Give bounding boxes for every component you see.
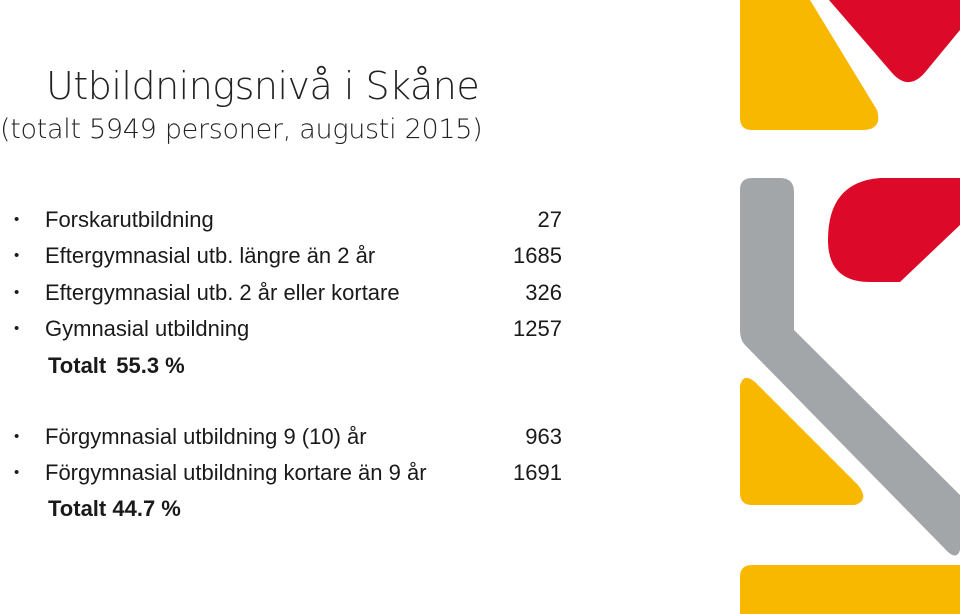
total-row — [48, 351, 185, 381]
total-value: 55.3 % — [116, 353, 185, 378]
total-row — [48, 494, 181, 524]
bullet-icon: • — [14, 247, 20, 264]
list-item — [14, 205, 562, 235]
item-value: 27 — [537, 207, 562, 232]
total-label: Totalt — [48, 496, 107, 521]
brand-logo-graphic — [730, 0, 960, 614]
bullet-icon: • — [14, 284, 20, 301]
item-value: 1691 — [513, 460, 562, 485]
slide-subtitle: (totalt 5949 personer, augusti 2015) — [0, 114, 483, 145]
item-label: Gymnasial utbildning — [45, 316, 250, 341]
item-value: 326 — [525, 280, 562, 305]
list-item — [14, 422, 562, 452]
bullet-icon: • — [14, 320, 20, 337]
list-item — [14, 278, 562, 308]
item-label: Förgymnasial utbildning 9 (10) år — [45, 424, 367, 449]
item-label: Förgymnasial utbildning kortare än 9 år — [45, 460, 427, 485]
logo-shape — [828, 178, 960, 282]
slide-title: Utbildningsnivå i Skåne — [46, 64, 480, 108]
total-label: Totalt — [48, 353, 107, 378]
item-label: Eftergymnasial utb. längre än 2 år — [45, 243, 376, 268]
item-label: Forskarutbildning — [45, 207, 214, 232]
item-value: 963 — [525, 424, 562, 449]
item-label: Eftergymnasial utb. 2 år eller kortare — [45, 280, 400, 305]
bullet-icon: • — [14, 211, 20, 228]
bullet-icon: • — [14, 428, 20, 445]
list-item — [14, 314, 562, 344]
list-item — [14, 458, 562, 488]
item-value: 1257 — [513, 316, 562, 341]
total-value: 44.7 % — [112, 496, 181, 521]
bullet-icon: • — [14, 464, 20, 481]
list-item — [14, 241, 562, 271]
logo-shape — [740, 565, 960, 614]
item-value: 1685 — [513, 243, 562, 268]
